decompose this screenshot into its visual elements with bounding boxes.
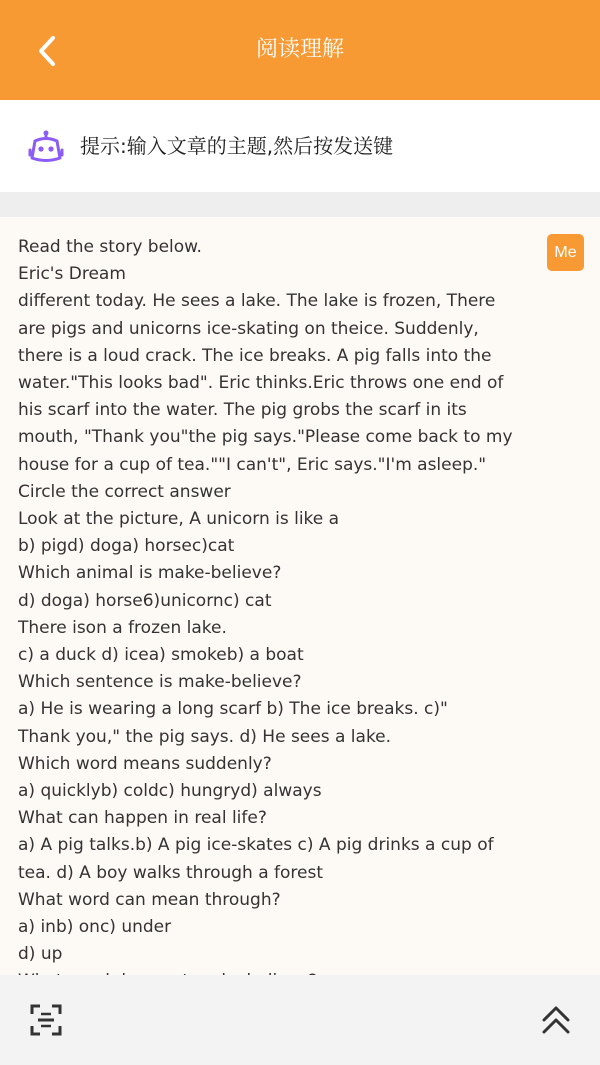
bottom-toolbar <box>0 975 600 1065</box>
scan-text-icon <box>26 1000 66 1040</box>
double-chevron-up-icon <box>536 1000 576 1040</box>
sender-avatar: Me <box>547 234 584 271</box>
section-divider <box>0 192 600 217</box>
chat-content[interactable] <box>0 217 600 975</box>
header-bar <box>0 0 600 100</box>
robot-icon <box>27 130 65 164</box>
message-text: Read the story below. Eric's Dream different today. He sees a lake. The lake is frozen, There are pigs and unicorns ice-skating on theice. Suddenly, there is a loud crack. The ice breaks. A pig falls into the water."This looks bad". Eric thinks.Eric throws one end of his scarf into the water. The pig grobs the scarf in its mouth, "Thank you"the pig says."Please come back to my house for a cup of tea.""I can't", Eric says."I'm asleep." Circle the correct answer Look at the picture, A unicorn is like a b) pigd) doga) horsec)cat Which animal is make-believe? d) doga) horse6)unicornc) cat There ison a frozen lake. c) a duck d) icea) smokeb) a boat Which sentence is make-believe? a) He is wearing a long scarf b) The ice breaks. c)" Thank you," the pig says. d) He sees a lake. Which word means suddenly? a) quicklyb) coldc) hungryd) always What can happen in real life? a) A pig talks.b) A pig ice-skates c) A pig drinks a cup of tea. d) A boy walks through a forest What word can mean through? a) inb) onc) under d) up <box>18 237 513 965</box>
scan-text-button[interactable] <box>26 1000 66 1040</box>
scroll-up-button[interactable] <box>536 1000 576 1040</box>
page-title: 阅读理解 <box>255 37 344 62</box>
tip-text: 提示:输入文章的主题,然后按发送键 <box>80 134 394 158</box>
